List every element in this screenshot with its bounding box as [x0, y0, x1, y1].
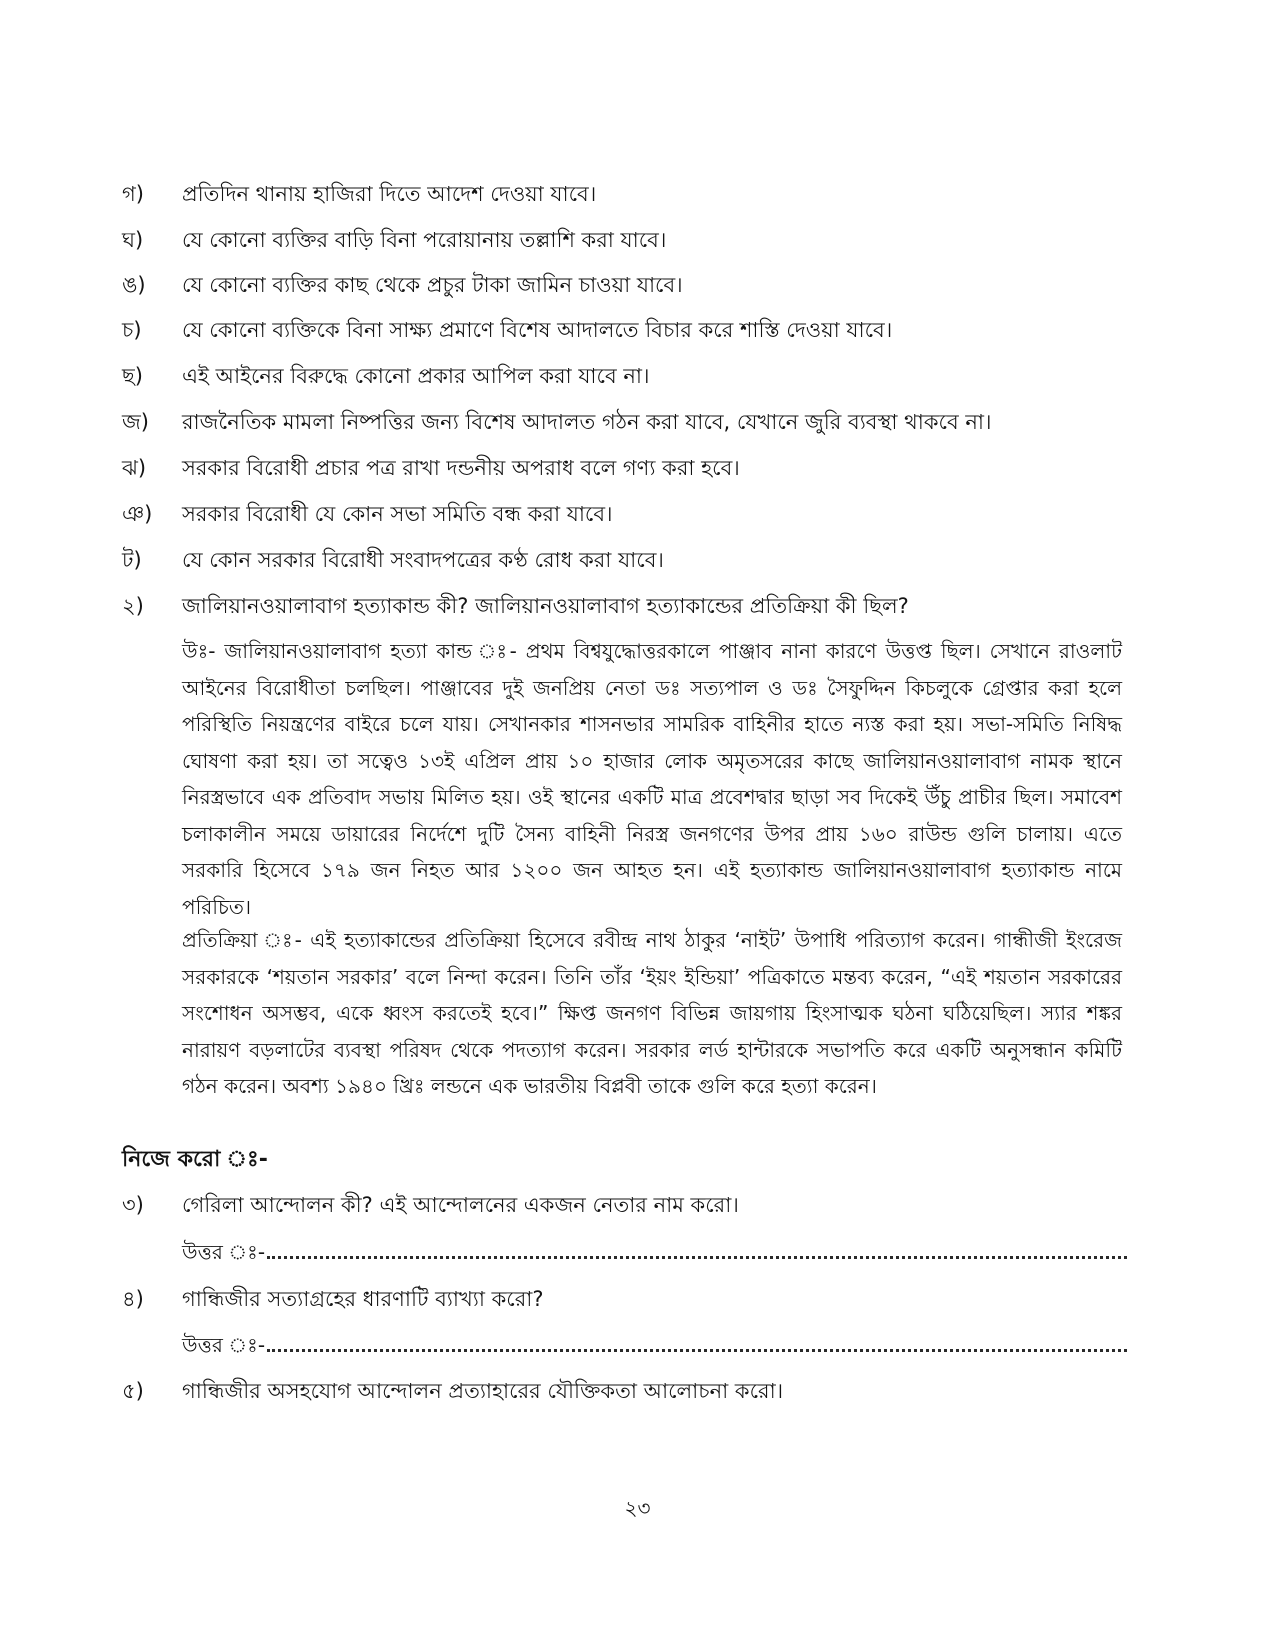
item-number: ট)	[122, 548, 142, 572]
item-text: প্রতিদিন থানায় হাজিরা দিতে আদেশ দেওয়া যাবে।	[182, 182, 597, 206]
answer-paragraph-massacre: উঃ- জালিয়ানওয়ালাবাগ হত্যা কান্ড ঃ- প্রথম বিশ্বযুদ্ধোত্তরকালে পাঞ্জাব নানা কারণে উত্তপ্ত ছিল। সেখানে রাওলাট আইনের বিরোধীতা চলছিল। পাঞ্জাবের দুই জনপ্রিয় নেতা ডঃ সত্যপাল ও ডঃ সৈফুদ্দিন কিচলুকে গ্রেপ্তার করা হলে পরিস্থিতি নিয়ন্ত্রণের বাইরে চলে যায়। সেখানকার শাসনভার সামরিক বাহিনীর হাতে ন্যস্ত করা হয়। সভা-সমিতি নিষিদ্ধ ঘোষণা করা হয়। তা সত্বেও ১৩ই এপ্রিল প্রায় ১০ হাজার লোক অমৃতসরের কাছে জালিয়ানওয়ালাবাগ নামক স্থানে নিরস্ত্রভাবে এক প্রতিবাদ সভায় মিলিত হয়। ওই স্থানের একটি মাত্র প্রবেশদ্বার ছাড়া সব দিকেই উঁচু প্রাচীর ছিল। সমাবেশ চলাকালীন সময়ে ডায়ারের নির্দেশে দুটি সৈন্য বাহিনী নিরস্ত্র জনগণের উপর প্রায় ১৬০ রাউন্ড গুলি চালায়। এতে সরকারি হিসেবে ১৭৯ জন নিহত আর ১২০০ জন আহত হন। এই হত্যাকান্ড জালিয়ানওয়ালাবাগ হত্যাকান্ড নামে পরিচিত।	[182, 639, 1122, 919]
item-text: যে কোন সরকার বিরোধী সংবাদপত্রের কণ্ঠ রোধ করা যাবে।	[182, 548, 664, 572]
answer-line[interactable]	[182, 1331, 1127, 1359]
item-text: এই আইনের বিরুদ্ধে কোনো প্রকার আপিল করা যাবে না।	[182, 364, 650, 388]
item-number: জ)	[122, 410, 149, 434]
page-number: ২৩	[624, 1496, 651, 1520]
self-practice-heading: নিজে করো ঃ-	[122, 1147, 268, 1172]
question-number: ২)	[122, 594, 144, 618]
item-text: যে কোনো ব্যক্তির কাছ থেকে প্রচুর টাকা জামিন চাওয়া যাবে।	[182, 273, 683, 297]
answer-dotted-line[interactable]	[267, 1331, 1127, 1352]
answer-line[interactable]	[182, 1238, 1127, 1266]
question-text: জালিয়ানওয়ালাবাগ হত্যাকান্ড কী? জালিয়ানওয়ালাবাগ হত্যাকান্ডের প্রতিক্রিয়া কী ছিল?	[182, 594, 909, 618]
item-number: ঞ)	[122, 502, 153, 526]
answer-dotted-line[interactable]	[267, 1238, 1127, 1259]
answer-label: উত্তর ঃ-	[182, 1240, 266, 1264]
question-text: গান্ধিজীর অসহযোগ আন্দোলন প্রত্যাহারের যৌক্তিকতা আলোচনা করো।	[182, 1379, 784, 1403]
item-text: যে কোনো ব্যক্তিকে বিনা সাক্ষ্য প্রমাণে বিশেষ আদালতে বিচার করে শাস্তি দেওয়া যাবে।	[182, 318, 893, 342]
question-number: ৪)	[122, 1287, 144, 1311]
item-text: যে কোনো ব্যক্তির বাড়ি বিনা পরোয়ানায় তল্লাশি করা যাবে।	[182, 228, 667, 252]
item-number: ছ)	[122, 364, 143, 388]
item-number: চ)	[122, 318, 142, 342]
question-text: গান্ধিজীর সত্যাগ্রহের ধারণাটি ব্যাখ্যা করো?	[182, 1287, 544, 1311]
answer-label: উত্তর ঃ-	[182, 1333, 266, 1357]
answer-paragraph-reaction: প্রতিক্রিয়া ঃ- এই হত্যাকান্ডের প্রতিক্রিয়া হিসেবে রবীন্দ্র নাথ ঠাকুর ‘নাইট’ উপাধি পরিত্যাগ করেন। গান্ধীজী ইংরেজ সরকারকে ‘শয়তান সরকার’ বলে নিন্দা করেন। তিনি তাঁর ‘ইয়ং ইন্ডিয়া’ পত্রিকাতে মন্তব্য করেন, “এই শয়তান সরকারের সংশোধন অসম্ভব, একে ধ্বংস করতেই হবে।” ক্ষিপ্ত জনগণ বিভিন্ন জায়গায় হিংসাত্মক ঘঠনা ঘঠিয়েছিল। স্যার শঙ্কর নারায়ণ বড়লাটের ব্যবস্থা পরিষদ থেকে পদত্যাগ করেন। সরকার লর্ড হান্টারকে সভাপতি করে একটি অনুসন্ধান কমিটি গঠন করেন। অবশ্য ১৯৪০ খ্রিঃ লন্ডনে এক ভারতীয় বিপ্লবী তাকে গুলি করে হত্যা করেন।	[182, 928, 1122, 1098]
item-text: সরকার বিরোধী যে কোন সভা সমিতি বন্ধ করা যাবে।	[182, 502, 613, 526]
question-number: ৩)	[122, 1193, 144, 1217]
item-text: রাজনৈতিক মামলা নিষ্পত্তির জন্য বিশেষ আদালত গঠন করা যাবে, যেখানে জুরি ব্যবস্থা থাকবে না।	[182, 410, 992, 434]
question-text: গেরিলা আন্দোলন কী? এই আন্দোলনের একজন নেতার নাম করো।	[182, 1193, 739, 1217]
item-text: সরকার বিরোধী প্রচার পত্র রাখা দন্ডনীয় অপরাধ বলে গণ্য করা হবে।	[182, 456, 740, 480]
item-number: ঝ)	[122, 456, 147, 480]
question-number: ৫)	[122, 1379, 144, 1403]
item-number: ঘ)	[122, 228, 144, 252]
item-number: ঙ)	[122, 273, 146, 297]
item-number: গ)	[122, 182, 144, 206]
